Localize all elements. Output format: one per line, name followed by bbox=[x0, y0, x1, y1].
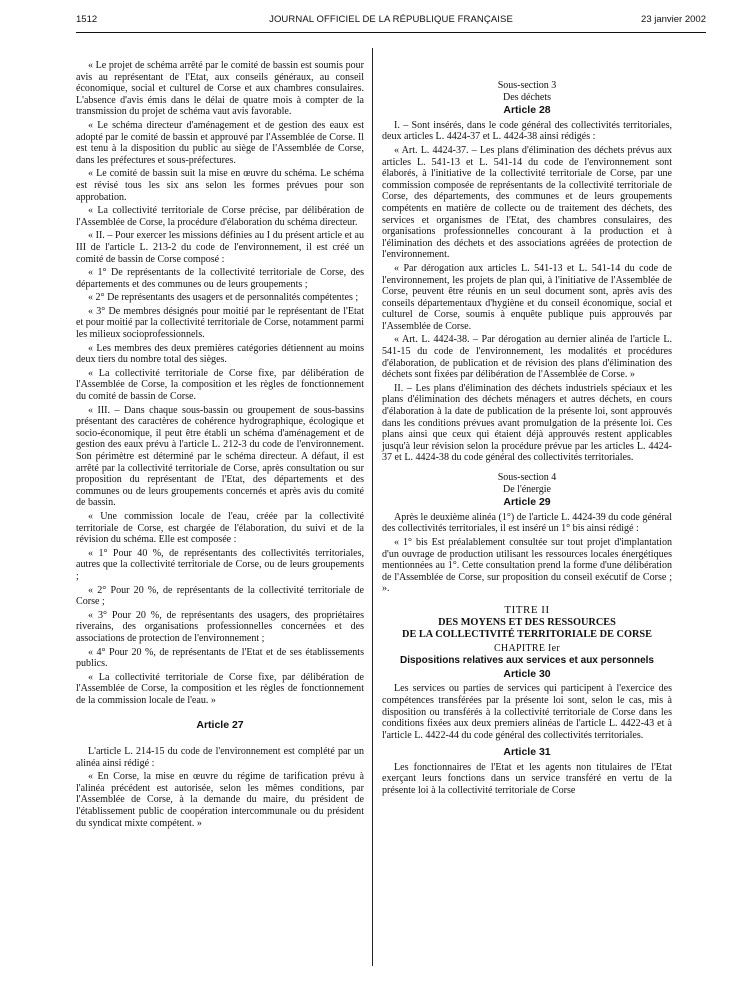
paragraph: « La collectivité territoriale de Corse fixe, par délibération de l'Assemblée de Corse, la composition et les règles de fonctionnement du comité de bassin de Corse. bbox=[76, 367, 364, 403]
paragraph: « Art. L. 4424-38. – Par dérogation au dernier alinéa de l'article L. 541-15 du code de l'environnement, les modalités et procédures d'élaboration, de publication et de révision des plans d'élimination des déchets sont fixées par délibération de l'Assemblée de Corse. » bbox=[382, 334, 672, 381]
paragraph: « III. – Dans chaque sous-bassin ou groupement de sous-bassins présentant des caractères de cohérence hydrographique, écologique et socio-économique, il peut être établi un schéma d'aménagement et de gestion des eaux prévu à l'article L. 212-3 du code de l'environnement. Son périmètre est déterminé par le schéma directeur. A défaut, il est arrêté par la collectivité territoriale de Corse, après consultation ou sur proposition du représentant de l'Etat, des départements et des communes ou de leurs groupements concernés et après avis du comité de bassin. bbox=[76, 404, 364, 509]
paragraph: L'article L. 214-15 du code de l'environnement est complété par un alinéa ainsi rédigé : bbox=[76, 746, 364, 769]
paragraph: « 3° Pour 20 %, de représentants des usagers, des propriétaires riverains, des organisations professionnelles concernées et des associations de protection de l'environnement ; bbox=[76, 609, 364, 644]
article-28-paragraphs bbox=[382, 120, 672, 464]
paragraph: « Le projet de schéma arrêté par le comité de bassin est soumis pour avis au représentant de l'Etat, aux conseils généraux, au conseil économique, social et culturel de Corse et aux chambres consulaires. L'absence d'avis émis dans le délai de quatre mois à compter de la transmission du projet de schéma vaut avis favorable. bbox=[76, 60, 364, 118]
paragraph: « 2° De représentants des usagers et de personnalités compétentes ; bbox=[88, 292, 359, 304]
paragraph: « Art. L. 4424-37. – Les plans d'élimination des déchets prévus aux articles L. 541-13 et L. 541-14 du code de l'environnement sont élaborés, à l'initiative de la collectivité territoriale de Corse, par une commission composée de représentants de la collectivité territoriale de Corse, des départements, des communes et de leurs groupements compétents en matière de collecte ou de traitement des déchets, des services et organismes de l'Etat, des chambres consulaires, des organisations professionnelles concourant à la production et à l'élimination des déchets et des associations agréées de protection de l'environnement. bbox=[382, 144, 672, 261]
paragraph: « 1° De représentants de la collectivité territoriale de Corse, des départements et des communes ou de leurs groupements ; bbox=[76, 267, 364, 290]
titre-heading: TITRE II bbox=[504, 603, 550, 616]
left-column bbox=[76, 60, 364, 831]
paragraph: I. – Sont insérés, dans le code général des collectivités territoriales, deux articles L. 4424-37 et L. 4424-38 ainsi rédigés : bbox=[382, 119, 672, 143]
paragraph: « 2° Pour 20 %, de représentants de la collectivité territoriale de Corse ; bbox=[76, 584, 364, 608]
paragraph: Les services ou parties de services qui participent à l'exercice des compétences transférées par la présente loi sont, selon le cas, mis à disposition ou transférés à la collectivité territoriale de Corse dans les conditions fixées aux deux premiers alinéas de l'article L. 4422-43 et à l'article L. 4422-44 du code général des collectivités territoriales. bbox=[382, 683, 672, 741]
left-paragraphs-a bbox=[76, 60, 364, 706]
left-paragraphs-b bbox=[76, 746, 364, 829]
paragraph: II. – Les plans d'élimination des déchets industriels spéciaux et les plans d'élimination des déchets ménagers et autres déchets, en cours d'élaboration à la date de publication de la présente loi, sont approuvés dans les conditions prévues avant promulgation de la présente loi. Ces plans ainsi que ceux qui étaient déjà approuvés restent applicables jusqu'à leur révision selon la procédure prévue par les articles L. 4424-37 et L. 4424-38 du code général des collectivités territoriales. bbox=[382, 382, 672, 464]
chapitre-subtitle: Dispositions relatives aux services et aux personnels bbox=[399, 655, 654, 667]
paragraph: « Une commission locale de l'eau, créée par la collectivité territoriale de Corse, est chargée de l'élaboration, du suivi et de la révision du schéma. Elle est composée : bbox=[76, 510, 364, 546]
article-31-heading: Article 31 bbox=[503, 746, 551, 759]
paragraph: « 3° De membres désignés pour moitié par le représentant de l'Etat et pour moitié par la collectivité territoriale de Corse, notamment parmi les milieux socioprofessionnels. bbox=[76, 305, 364, 341]
article-28-heading: Article 28 bbox=[503, 104, 551, 117]
subsection-3-label: Sous-section 3 bbox=[497, 80, 557, 91]
article-29-paragraphs bbox=[382, 512, 672, 595]
paragraph: « La collectivité territoriale de Corse fixe, par délibération de l'Assemblée de Corse, la composition et les règles de fonctionnement de la commission locale de l'eau. » bbox=[76, 671, 364, 706]
right-column bbox=[382, 80, 672, 799]
paragraph: « La collectivité territoriale de Corse précise, par délibération de l'Assemblée de Corse, la procédure d'élaboration du schéma directeur. bbox=[76, 205, 364, 228]
subsection-4-label: Sous-section 4 bbox=[497, 472, 557, 483]
paragraph: « 1° Pour 40 %, de représentants des collectivités territoriales, autres que la collectivité territoriale de Corse, ou de leurs groupements ; bbox=[76, 547, 364, 582]
header-rule bbox=[76, 32, 706, 33]
paragraph: « 4° Pour 20 %, de représentants de l'Etat et de ses établissements publics. bbox=[76, 646, 364, 670]
column-divider bbox=[372, 48, 373, 966]
article-29-heading: Article 29 bbox=[503, 496, 551, 509]
article-31-paragraphs bbox=[382, 762, 672, 797]
paragraph: « Le schéma directeur d'aménagement et de gestion des eaux est adopté par le comité de bassin et approuvé par l'Assemblée de Corse. Il est tenu à la disposition du public au siège de l'Assemblée de Corse, dans les préfectures et sous-préfectures. bbox=[76, 119, 364, 166]
titre-subtitle-2: DE LA COLLECTIVITÉ TERRITORIALE DE CORSE bbox=[402, 628, 652, 640]
paragraph: « Par dérogation aux articles L. 541-13 et L. 541-14 du code de l'environnement, les projets de plan qui, à l'initiative de l'Assemblée de Corse, peuvent être réunis en un seul document sont, après avis des conseils départementaux d'hygiène et du conseil économique, social et culturel de Corse, soumis à enquête publique puis approuvés par l'Assemblée de Corse. bbox=[382, 262, 672, 332]
paragraph: « En Corse, la mise en œuvre du régime de tarification prévu à l'alinéa précédent est autorisée, selon les mêmes conditions, par l'Assemblée de Corse, à la demande du maire, du président de l'établissement public de coopération intercommunale ou du président du syndicat mixte compétent. » bbox=[76, 771, 364, 829]
page-header bbox=[76, 12, 706, 28]
paragraph: Les fonctionnaires de l'Etat et les agents non titulaires de l'Etat exerçant leurs fonctions dans un service transféré en vertu de la présente loi à la collectivité territoriale de Corse bbox=[382, 761, 672, 797]
paragraph: « Le comité de bassin suit la mise en œuvre du schéma. Le schéma est révisé tous les six ans selon les formes prévues pour son approbation. bbox=[76, 168, 364, 203]
paragraph: « II. – Pour exercer les missions définies au I du présent article et au III de l'article L. 213-2 du code de l'environnement, il est créé un comité de bassin de Corse composé : bbox=[76, 230, 364, 265]
journal-title: JOURNAL OFFICIEL DE LA RÉPUBLIQUE FRANÇAISE bbox=[269, 14, 513, 25]
paragraph: Après le deuxième alinéa (1°) de l'article L. 4424-39 du code général des collectivités territoriales, il est inséré un 1° bis ainsi rédigé : bbox=[382, 511, 672, 535]
page-number: 1512 bbox=[76, 14, 98, 25]
article-27-heading: Article 27 bbox=[196, 719, 244, 732]
paragraph: « Les membres des deux premières catégories détiennent au moins deux tiers du nombre total des sièges. bbox=[76, 342, 364, 366]
titre-subtitle-1: DES MOYENS ET DES RESSOURCES bbox=[438, 616, 616, 628]
article-30-heading: Article 30 bbox=[503, 667, 551, 680]
publication-date: 23 janvier 2002 bbox=[641, 14, 706, 25]
article-30-paragraphs bbox=[382, 683, 672, 741]
chapitre-heading: CHAPITRE Ier bbox=[493, 642, 561, 654]
paragraph: « 1° bis Est préalablement consultée sur tout projet d'implantation d'un ouvrage de production utilisant les ressources locales énergétiques mentionnées au 1°. Cette consultation prend la forme d'une délibération de l'Assemblée de Corse, sur proposition du conseil exécutif de Corse ; ». bbox=[382, 536, 672, 595]
subsection-3-title: Des déchets bbox=[502, 91, 552, 103]
subsection-4-title: De l'énergie bbox=[503, 483, 551, 495]
